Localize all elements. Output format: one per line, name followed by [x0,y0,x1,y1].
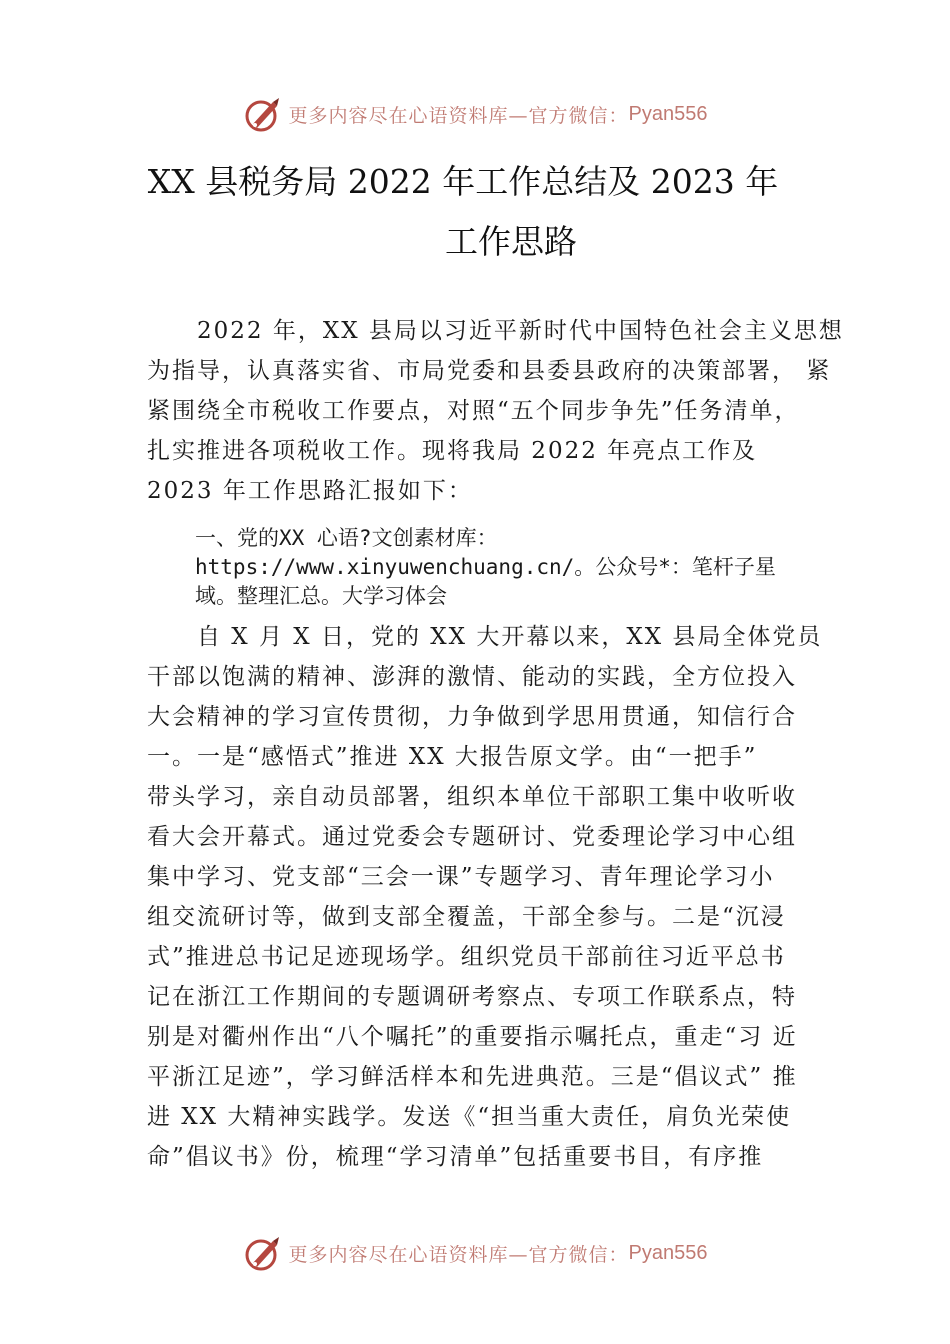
text-line: 平浙江足迹”，学习鲜活样本和先进典范。三是“倡议式” 推 [147,1064,798,1090]
text-line: https://www.xinyuwenchuang.cn/。公众号*：笔杆子星 [195,555,776,579]
intro-paragraph [147,311,844,511]
text-line: 一。一是“感悟式”推进 XX 大报告原文学。由“一把手” [147,744,758,770]
text-line: 域。整理汇总。大学习体会 [195,584,447,608]
text-line: 干部以饱满的精神、澎湃的激情、能动的实践，全方位投入 [147,664,797,690]
document-title-line-1: XX 县税务局 2022 年工作总结及 2023 年 [147,162,779,201]
text-line: 为指导，认真落实省、市局党委和县委县政府的决策部署， 紧 [147,358,832,384]
banner-wechat-id: Pyan556 [628,1241,708,1264]
text-line: 进 XX 大精神实践学。发送《“担当重大责任，肩负光荣使 [147,1104,792,1130]
pen-logo-icon [243,94,283,134]
pen-logo-icon [243,1233,283,1273]
text-line: 式”推进总书记足迹现场学。组织党员干部前往习近平总书 [147,944,786,970]
text-line: 看大会开幕式。通过党委会专题研讨、党委理论学习中心组 [147,824,797,850]
document-title-line-2: 工作思路 [445,222,577,261]
banner-wechat-id: Pyan556 [628,102,708,125]
text-line: 2022 年，XX 县局以习近平新时代中国特色社会主义思想 [147,318,844,344]
banner-text: 更多内容尽在心语资料库—官方微信： [288,1243,629,1266]
section-heading [195,524,835,611]
text-line: 紧围绕全市税收工作要点，对照“五个同步争先”任务清单， [147,398,800,424]
text-line: 扎实推进各项税收工作。现将我局 2022 年亮点工作及 [147,438,758,464]
header-banner [0,92,950,136]
text-line: 大会精神的学习宣传贯彻，力争做到学思用贯通，知信行合 [147,704,797,730]
text-line: 集中学习、党支部“三会一课”专题学习、青年理论学习小 [147,864,775,890]
body-paragraph [147,617,827,1177]
text-line: 别是对衢州作出“八个嘱托”的重要指示嘱托点，重走“习 近 [147,1024,798,1050]
text-line: 自 X 月 X 日，党的 XX 大开幕以来，XX 县局全体党员 [147,624,823,650]
text-line: 记在浙江工作期间的专题调研考察点、专项工作联系点，特 [147,984,797,1010]
footer-banner [0,1231,950,1275]
text-line: 组交流研讨等，做到支部全覆盖，干部全参与。二是“沉浸 [147,904,786,930]
text-line: 命”倡议书》份，梳理“学习清单”包括重要书目，有序推 [147,1144,764,1170]
text-line: 2023 年工作思路汇报如下： [147,478,473,504]
banner-text: 更多内容尽在心语资料库—官方微信： [288,104,629,127]
text-line: 一、党的XX 心语?文创素材库： [195,526,498,550]
text-line: 带头学习，亲自动员部署，组织本单位干部职工集中收听收 [147,784,797,810]
